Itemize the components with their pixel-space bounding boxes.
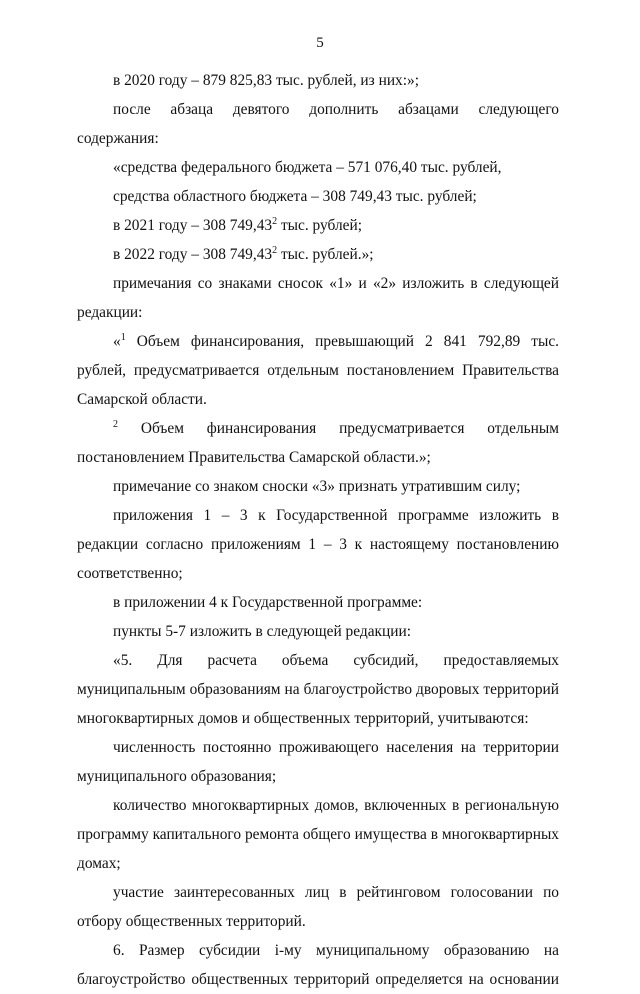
footnote-mark: 2 — [272, 216, 278, 227]
paragraph: «5. Для расчета объема субсидий, предоставляемых муниципальным образованиям на благоустройство дворовых территорий многоквартирных домов и общественных территорий, учитываются: — [77, 652, 559, 727]
paragraph: средства областного бюджета – 308 749,43 тыс. рублей; — [113, 188, 477, 205]
paragraph: примечание со знаком сноски «3» признать утратившим силу; — [113, 478, 521, 495]
paragraph: в 2020 году – 879 825,83 тыс. рублей, из них:»; — [113, 72, 419, 89]
paragraph-text: « — [113, 333, 121, 350]
paragraph: участие заинтересованных лиц в рейтинговом голосовании по отбору общественных территорий. — [77, 884, 559, 930]
paragraph-text: тыс. рублей; — [277, 217, 363, 234]
paragraph — [77, 211, 559, 240]
page-number: 5 — [316, 35, 324, 51]
paragraph-text: в 2022 году – 308 749,43 — [113, 246, 273, 263]
paragraph: численность постоянно проживающего населения на территории муниципального образования; — [77, 739, 559, 785]
paragraph: после абзаца девятого дополнить абзацами следующего содержания: — [77, 101, 559, 147]
document-body — [77, 66, 559, 994]
paragraph: примечания со знаками сносок «1» и «2» изложить в следующей редакции: — [77, 275, 559, 321]
paragraph — [77, 414, 559, 472]
footnote-mark: 2 — [272, 245, 278, 256]
paragraph: количество многоквартирных домов, включенных в региональную программу капитального ремонта общего имущества в многоквартирных домах; — [77, 797, 559, 872]
paragraph: приложения 1 – 3 к Государственной программе изложить в редакции согласно приложениям 1 – 3 к настоящему постановлению соответственно; — [77, 507, 559, 582]
paragraph: 6. Размер субсидии i-му муниципальному образованию на благоустройство общественных территорий определяется на основании — [77, 942, 559, 988]
paragraph-text: Объем финансирования, превышающий 2 841 792,89 тыс. рублей, предусматривается отдельным постановлением Правительства Самарской области. — [77, 333, 559, 408]
paragraph-text: тыс. рублей.»; — [277, 246, 374, 263]
paragraph-text: в 2021 году – 308 749,43 — [113, 217, 273, 234]
footnote-mark: 2 — [113, 419, 118, 430]
paragraph: пункты 5-7 изложить в следующей редакции: — [113, 623, 411, 640]
paragraph: в приложении 4 к Государственной программе: — [113, 594, 423, 611]
paragraph-text: Объем финансирования предусматривается отдельным постановлением Правительства Самарской области.»; — [77, 420, 559, 466]
footnote-mark: 1 — [120, 332, 126, 343]
paragraph — [77, 327, 559, 414]
paragraph: «средства федерального бюджета – 571 076,40 тыс. рублей, — [113, 159, 502, 176]
paragraph — [77, 240, 559, 269]
